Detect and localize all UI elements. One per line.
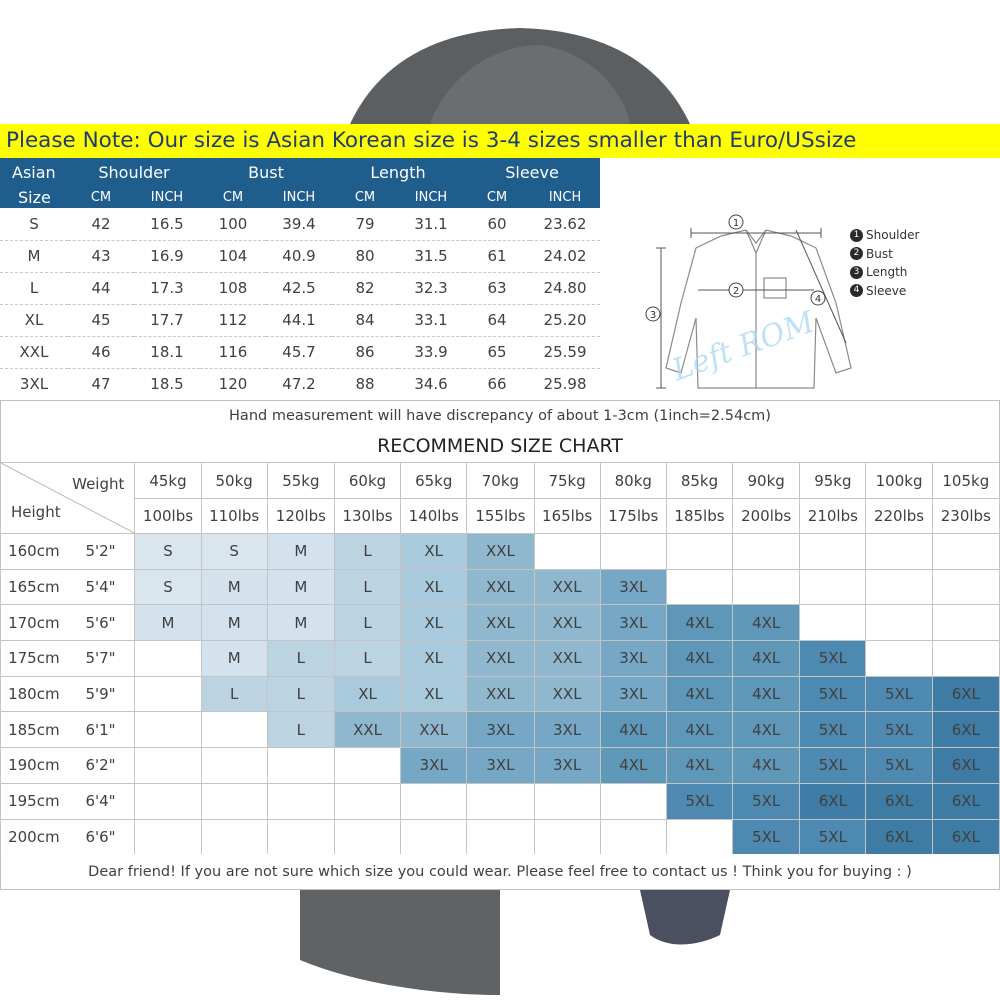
measurement-cell: 88 [332, 368, 398, 400]
recommended-size-cell [401, 819, 467, 855]
recommended-size-cell [135, 783, 201, 819]
weight-kg-header: 70kg [467, 463, 534, 499]
recommended-size-cell [666, 569, 732, 605]
marker-label: 2 [732, 286, 740, 297]
recommended-size-cell: 6XL [932, 783, 999, 819]
recommended-size-cell: XXL [467, 676, 534, 712]
measurement-cell: 31.5 [398, 240, 464, 272]
recommended-size-cell [334, 783, 400, 819]
recommended-size-cell: M [267, 605, 334, 641]
weight-kg-header: 55kg [267, 463, 334, 499]
unit-header: CM [486, 189, 508, 205]
recommended-size-cell [600, 534, 666, 570]
measurement-cell: 17.7 [134, 304, 200, 336]
recommended-size-cell: 5XL [733, 819, 800, 855]
recommended-size-cell [800, 605, 866, 641]
recommended-size-cell [800, 569, 866, 605]
unit-header: CM [222, 189, 244, 205]
measurement-cell: 34.6 [398, 368, 464, 400]
contact-footer-note: Dear friend! If you are not sure which size you could wear. Please feel free to contact us ! Think you for buying : ) [0, 854, 1000, 890]
measurement-cell: 18.5 [134, 368, 200, 400]
measurement-cell: 100 [200, 208, 266, 240]
recommended-size-cell: 5XL [666, 783, 732, 819]
recommended-size-cell: 5XL [733, 783, 800, 819]
size-note-banner: Please Note: Our size is Asian Korean size is 3-4 sizes smaller than Euro/USsize [0, 124, 1000, 158]
weight-lbs-header: 155lbs [467, 499, 534, 534]
height-cm-cell: 195cm [1, 783, 67, 819]
recommended-size-cell: XXL [467, 641, 534, 677]
recommended-size-cell: 6XL [866, 819, 932, 855]
recommended-size-cell [135, 641, 201, 677]
weight-height-corner [1, 463, 135, 534]
shoulder-header: Shoulder [98, 162, 170, 182]
measurement-cell: 66 [464, 368, 530, 400]
recommended-size-cell: 6XL [932, 748, 999, 784]
recommended-size-cell: XL [334, 676, 400, 712]
height-cm-cell: 200cm [1, 819, 67, 855]
measurement-cell: 46 [68, 336, 134, 368]
recommended-size-cell [932, 534, 999, 570]
measurement-cell: 33.9 [398, 336, 464, 368]
recommended-size-cell: 3XL [600, 641, 666, 677]
legend-label: Shoulder [866, 228, 920, 243]
recommended-size-cell [534, 534, 600, 570]
watermark: Left ROM [667, 304, 820, 389]
size-name-cell: 3XL [0, 368, 68, 400]
measurement-cell: 116 [200, 336, 266, 368]
height-cm-cell: 175cm [1, 641, 67, 677]
weight-kg-header: 75kg [534, 463, 600, 499]
measurement-cell: 25.98 [530, 368, 600, 400]
recommended-size-cell [201, 712, 267, 748]
height-cm-cell: 160cm [1, 534, 67, 570]
recommended-size-cell: L [334, 605, 400, 641]
recommended-size-cell: M [135, 605, 201, 641]
recommended-size-cell: 3XL [467, 712, 534, 748]
height-ft-cell: 6'2" [67, 748, 135, 784]
weight-lbs-header: 200lbs [733, 499, 800, 534]
weight-lbs-header: 175lbs [600, 499, 666, 534]
legend-label: Sleeve [866, 283, 907, 298]
unit-header: INCH [282, 189, 316, 205]
recommended-size-cell: XXL [467, 569, 534, 605]
height-row [1, 569, 1000, 605]
asian-header: Asian [12, 162, 56, 182]
diagram-markers [646, 215, 825, 321]
recommended-size-cell: 6XL [866, 783, 932, 819]
weight-kg-header: 85kg [666, 463, 732, 499]
recommended-size-cell [135, 819, 201, 855]
weight-kg-header: 65kg [401, 463, 467, 499]
height-ft-cell: 6'1" [67, 712, 135, 748]
recommended-size-cell: 5XL [866, 712, 932, 748]
recommended-size-cell [600, 783, 666, 819]
size-row [0, 240, 600, 272]
measurement-cell: 104 [200, 240, 266, 272]
recommended-size-cell: 6XL [932, 712, 999, 748]
recommended-size-cell: L [334, 534, 400, 570]
recommended-size-cell [866, 569, 932, 605]
recommended-size-cell [733, 569, 800, 605]
measurement-cell: 60 [464, 208, 530, 240]
size-measurement-table [0, 158, 600, 401]
unit-header: CM [354, 189, 376, 205]
recommended-size-cell: M [267, 569, 334, 605]
recommended-size-cell: XL [401, 641, 467, 677]
size-row [0, 272, 600, 304]
recommended-size-cell: 3XL [467, 748, 534, 784]
recommended-size-cell [201, 748, 267, 784]
measurement-cell: 82 [332, 272, 398, 304]
recommended-size-cell: XXL [534, 641, 600, 677]
legend-number: 3 [850, 266, 863, 279]
measurement-cell: 17.3 [134, 272, 200, 304]
recommended-size-cell: XXL [401, 712, 467, 748]
recommended-size-cell: 4XL [733, 605, 800, 641]
recommended-size-cell: S [201, 534, 267, 570]
recommended-size-cell: L [267, 712, 334, 748]
recommended-size-cell: M [201, 605, 267, 641]
height-cm-cell: 170cm [1, 605, 67, 641]
weight-kg-header: 60kg [334, 463, 400, 499]
marker-label: 1 [732, 218, 740, 229]
measurement-cell: 61 [464, 240, 530, 272]
recommended-size-cell [467, 819, 534, 855]
legend-label: Length [866, 265, 908, 280]
recommended-size-cell [666, 534, 732, 570]
height-row [1, 819, 1000, 855]
recommended-size-cell [135, 748, 201, 784]
recommended-size-cell [334, 819, 400, 855]
recommended-size-cell: 5XL [800, 676, 866, 712]
marker-label: 3 [649, 310, 657, 321]
height-ft-cell: 6'4" [67, 783, 135, 819]
bust-header: Bust [248, 162, 284, 182]
recommended-size-cell: M [267, 534, 334, 570]
recommended-size-cell: 3XL [534, 748, 600, 784]
recommended-size-cell [534, 819, 600, 855]
diagram-legend [850, 226, 919, 300]
recommended-size-cell [135, 712, 201, 748]
measurement-cell: 24.80 [530, 272, 600, 304]
measurement-cell: 23.62 [530, 208, 600, 240]
measurement-cell: 40.9 [266, 240, 332, 272]
recommended-size-cell: 3XL [600, 569, 666, 605]
recommended-size-cell [866, 534, 932, 570]
size-row [0, 336, 600, 368]
recommended-size-cell: 4XL [600, 748, 666, 784]
measurement-cell: 44 [68, 272, 134, 304]
size-name-cell: XXL [0, 336, 68, 368]
size-header: Size [18, 187, 51, 207]
sleeve-header: Sleeve [505, 162, 559, 182]
recommended-size-cell [267, 819, 334, 855]
measurement-cell: 80 [332, 240, 398, 272]
recommended-size-cell: L [267, 641, 334, 677]
weight-kg-header: 80kg [600, 463, 666, 499]
height-cm-cell: 185cm [1, 712, 67, 748]
recommended-size-cell: L [201, 676, 267, 712]
height-row [1, 605, 1000, 641]
recommend-chart-title: RECOMMEND SIZE CHART [0, 431, 1000, 462]
height-cm-cell: 180cm [1, 676, 67, 712]
size-name-cell: L [0, 272, 68, 304]
marker-label: 4 [814, 294, 822, 305]
recommended-size-cell: S [135, 534, 201, 570]
weight-lbs-header: 130lbs [334, 499, 400, 534]
legend-number: 2 [850, 247, 863, 260]
recommended-size-cell: 6XL [932, 819, 999, 855]
measurement-cell: 31.1 [398, 208, 464, 240]
height-ft-cell: 5'2" [67, 534, 135, 570]
recommended-size-cell: L [267, 676, 334, 712]
measurement-cell: 86 [332, 336, 398, 368]
measurement-cell: 25.59 [530, 336, 600, 368]
weight-kg-header: 50kg [201, 463, 267, 499]
recommended-size-cell [932, 605, 999, 641]
recommended-size-cell: 4XL [733, 641, 800, 677]
measurement-cell: 112 [200, 304, 266, 336]
weight-lbs-header: 185lbs [666, 499, 732, 534]
recommended-size-cell: 4XL [666, 712, 732, 748]
height-ft-cell: 5'6" [67, 605, 135, 641]
recommended-size-cell: XXL [534, 569, 600, 605]
recommended-size-cell [733, 534, 800, 570]
weight-lbs-header: 140lbs [401, 499, 467, 534]
recommended-size-cell [666, 819, 732, 855]
unit-header: INCH [548, 189, 582, 205]
measurement-cell: 44.1 [266, 304, 332, 336]
recommended-size-cell: 4XL [666, 641, 732, 677]
measurement-cell: 120 [200, 368, 266, 400]
measurement-cell: 16.9 [134, 240, 200, 272]
height-label: Height [11, 503, 61, 521]
recommended-size-cell: XXL [467, 605, 534, 641]
recommended-size-cell: 3XL [534, 712, 600, 748]
weight-lbs-header: 220lbs [866, 499, 932, 534]
height-row [1, 712, 1000, 748]
recommended-size-cell [267, 783, 334, 819]
recommended-size-cell [401, 783, 467, 819]
unit-header: INCH [150, 189, 184, 205]
recommended-size-cell [267, 748, 334, 784]
measurement-cell: 84 [332, 304, 398, 336]
recommended-size-cell [334, 748, 400, 784]
recommended-size-cell: 4XL [666, 748, 732, 784]
measurement-cell: 47.2 [266, 368, 332, 400]
recommended-size-cell: 5XL [800, 712, 866, 748]
weight-lbs-header: 120lbs [267, 499, 334, 534]
measurement-cell: 45 [68, 304, 134, 336]
recommended-size-cell: 5XL [800, 819, 866, 855]
height-row [1, 641, 1000, 677]
recommended-size-cell: XXL [534, 605, 600, 641]
weight-lbs-header: 100lbs [135, 499, 201, 534]
recommended-size-cell: L [334, 569, 400, 605]
measurement-cell: 42.5 [266, 272, 332, 304]
measurement-cell: 25.20 [530, 304, 600, 336]
recommended-size-cell: M [201, 641, 267, 677]
unit-header: INCH [414, 189, 448, 205]
measurement-cell: 24.02 [530, 240, 600, 272]
measurement-cell: 63 [464, 272, 530, 304]
height-row [1, 783, 1000, 819]
recommended-size-cell: XXL [534, 676, 600, 712]
measurement-cell: 18.1 [134, 336, 200, 368]
measurement-cell: 65 [464, 336, 530, 368]
unit-header: CM [90, 189, 112, 205]
recommended-size-cell: XL [401, 676, 467, 712]
measurement-cell: 45.7 [266, 336, 332, 368]
recommended-size-cell: 3XL [600, 676, 666, 712]
measurement-cell: 39.4 [266, 208, 332, 240]
weight-kg-header: 95kg [800, 463, 866, 499]
recommended-size-cell: 3XL [401, 748, 467, 784]
size-name-cell: S [0, 208, 68, 240]
recommended-size-cell: XXL [334, 712, 400, 748]
recommended-size-cell: M [201, 569, 267, 605]
height-ft-cell: 5'7" [67, 641, 135, 677]
recommended-size-cell: 5XL [866, 676, 932, 712]
length-header: Length [370, 162, 426, 182]
recommended-size-cell [201, 819, 267, 855]
height-ft-cell: 5'9" [67, 676, 135, 712]
measurement-cell: 32.3 [398, 272, 464, 304]
measurement-cell: 79 [332, 208, 398, 240]
height-ft-cell: 6'6" [67, 819, 135, 855]
weight-lbs-header: 110lbs [201, 499, 267, 534]
recommended-size-cell: 5XL [800, 641, 866, 677]
size-row [0, 368, 600, 400]
recommended-size-cell [932, 569, 999, 605]
legend-number: 4 [850, 284, 863, 297]
height-row [1, 676, 1000, 712]
recommended-size-cell: 3XL [600, 605, 666, 641]
recommended-size-cell: L [334, 641, 400, 677]
measurement-cell: 64 [464, 304, 530, 336]
height-row [1, 534, 1000, 570]
weight-lbs-header: 230lbs [932, 499, 999, 534]
recommended-size-cell: 6XL [932, 676, 999, 712]
recommended-size-cell: XXL [467, 534, 534, 570]
recommended-size-cell: 4XL [733, 676, 800, 712]
measurement-cell: 33.1 [398, 304, 464, 336]
height-ft-cell: 5'4" [67, 569, 135, 605]
size-name-cell: XL [0, 304, 68, 336]
recommended-size-cell: 4XL [733, 748, 800, 784]
recommended-size-cell: 4XL [600, 712, 666, 748]
height-row [1, 748, 1000, 784]
recommended-size-cell [467, 783, 534, 819]
legend-number: 1 [850, 229, 863, 242]
recommended-size-cell [534, 783, 600, 819]
recommended-size-cell [866, 641, 932, 677]
height-cm-cell: 165cm [1, 569, 67, 605]
weight-kg-header: 90kg [733, 463, 800, 499]
recommend-size-table [0, 462, 1000, 855]
recommended-size-cell: 5XL [800, 748, 866, 784]
measurement-cell: 47 [68, 368, 134, 400]
recommended-size-cell [932, 641, 999, 677]
recommended-size-cell: XL [401, 605, 467, 641]
weight-lbs-header: 210lbs [800, 499, 866, 534]
recommended-size-cell: 4XL [733, 712, 800, 748]
recommended-size-cell: 4XL [666, 605, 732, 641]
weight-kg-header: 45kg [135, 463, 201, 499]
recommended-size-cell [135, 676, 201, 712]
measurement-cell: 108 [200, 272, 266, 304]
recommended-size-cell: S [135, 569, 201, 605]
weight-lbs-header: 165lbs [534, 499, 600, 534]
recommended-size-cell [201, 783, 267, 819]
size-name-cell: M [0, 240, 68, 272]
recommended-size-cell [800, 534, 866, 570]
weight-kg-header: 105kg [932, 463, 999, 499]
measurement-cell: 16.5 [134, 208, 200, 240]
measurement-cell: 43 [68, 240, 134, 272]
recommended-size-cell: 4XL [666, 676, 732, 712]
recommended-size-cell: XL [401, 534, 467, 570]
recommended-size-cell [600, 819, 666, 855]
hand-measurement-note: Hand measurement will have discrepancy of about 1-3cm (1inch=2.54cm) [0, 400, 1000, 431]
weight-kg-header: 100kg [866, 463, 932, 499]
recommended-size-cell: 5XL [866, 748, 932, 784]
weight-label: Weight [72, 475, 125, 493]
size-row [0, 304, 600, 336]
legend-label: Bust [866, 246, 893, 261]
size-row [0, 208, 600, 240]
measurement-cell: 42 [68, 208, 134, 240]
recommended-size-cell [866, 605, 932, 641]
recommended-size-cell: XL [401, 569, 467, 605]
recommended-size-cell: 6XL [800, 783, 866, 819]
height-cm-cell: 190cm [1, 748, 67, 784]
